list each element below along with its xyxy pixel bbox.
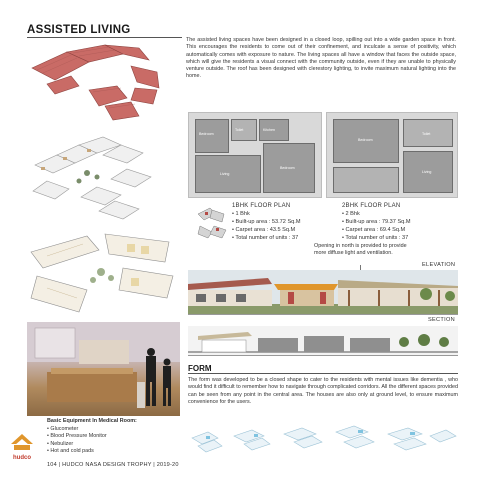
- form-development-thumbnails: [188, 418, 458, 463]
- spec-2bhk-item: • Total number of units : 37: [342, 235, 409, 241]
- plan-room: [231, 119, 257, 141]
- spec-1bhk-item: • 1 Bhk: [232, 211, 250, 217]
- title-divider: [27, 37, 182, 38]
- section-label: SECTION: [428, 317, 455, 323]
- plan-room: [403, 151, 453, 193]
- spec-1bhk-item: • Built-up area : 53.72 Sq.M: [232, 219, 301, 225]
- section-drawing: [188, 326, 458, 356]
- hudco-logo: [9, 432, 35, 462]
- equipment-list: [47, 418, 137, 456]
- opening-note: Opening in north is provided to provide more diffuse light and ventilation.: [314, 243, 407, 256]
- form-heading: FORM: [188, 364, 212, 373]
- equipment-heading: Basic Equipment In Medical Room:: [47, 418, 137, 424]
- elevation-drawing: [188, 270, 458, 315]
- plan-room: [259, 119, 289, 141]
- equipment-item: • Glucometer: [47, 425, 79, 432]
- roof-plan-illustration: [27, 40, 177, 122]
- spec-2bhk-item: • 2 Bhk: [342, 211, 360, 217]
- room-label: Toilet: [235, 128, 244, 132]
- spec-1bhk: [232, 202, 301, 242]
- room-label: Living: [220, 172, 230, 176]
- spec-2bhk: [342, 202, 411, 242]
- floor-plan-2bhk: [326, 112, 458, 198]
- form-paragraph: The form was developed to be a closed shape to cater to the residents with mental issues like dementia , who would find it difficult to remember how to navigate through complicated corridors. All the different spaces provided can be seen from any point in the central area. The houses are also only at ground level, to ensure maximum convenience for the users.: [188, 377, 458, 405]
- spec-2bhk-item: • Built-up area : 79.37 Sq.M: [342, 219, 411, 225]
- room-label: Kitchen: [263, 128, 275, 132]
- page-footer: 104 | HUDCO NASA DESIGN TROPHY | 2019-20: [47, 462, 179, 468]
- form-divider: [188, 373, 458, 374]
- plan-room: [333, 167, 399, 193]
- plan-room: [195, 119, 229, 153]
- spec-2bhk-title: 2BHK FLOOR PLAN: [342, 203, 401, 209]
- equipment-item: • Blood Pressure Monitor: [47, 433, 107, 440]
- render-graphic: [27, 322, 180, 416]
- plan-room: [333, 119, 399, 163]
- site-plan: [27, 228, 177, 318]
- elevation-graphic: [188, 270, 458, 315]
- room-label: Toilet: [422, 132, 431, 136]
- spec-2bhk-item: • Carpet area : 69.4 Sq.M: [342, 227, 406, 233]
- floor-plan-1bhk: [188, 112, 322, 198]
- key-plan-thumbnail: [196, 204, 228, 240]
- spec-1bhk-item: • Total number of units : 37: [232, 235, 299, 241]
- room-label: Living: [422, 170, 432, 174]
- section-graphic: [188, 326, 458, 356]
- form-sequence-graphic: [188, 418, 458, 463]
- room-label: Bedroom: [358, 138, 373, 142]
- medical-room-render: [27, 322, 180, 416]
- intro-paragraph: The assisted living spaces have been designed in a closed loop, spilling out into a wide garden space in front. This encourages the residents to come out of their confinement, and inculcate a sense of positivity, which automatically comes with exposure to nature. The living spaces all have a window that faces the outside space, which will give the residents a visual connect with the community outside, even if they are unable to physically venture outside. The roof has been designed with clerestory lighting, to invite maximum natural lighting into the home.: [186, 37, 456, 80]
- page-title: ASSISTED LIVING: [27, 24, 131, 36]
- plan-room: [263, 143, 315, 193]
- spec-1bhk-item: • Carpet area : 43.5 Sq.M: [232, 227, 296, 233]
- svg-text:hudco: hudco: [13, 455, 31, 461]
- elevation-label: ELEVATION: [422, 262, 456, 268]
- equipment-item: • Nebulizer: [47, 440, 74, 447]
- room-label: Bedroom: [199, 132, 214, 136]
- plan-room: [403, 119, 453, 147]
- room-label: Bedroom: [280, 166, 295, 170]
- hudco-logo-icon: [9, 432, 35, 462]
- equipment-item: • Hot and cold pads: [47, 448, 94, 455]
- plan-room: [195, 155, 261, 193]
- spec-1bhk-title: 1BHK FLOOR PLAN: [232, 203, 291, 209]
- axonometric-cutaway: [27, 125, 177, 225]
